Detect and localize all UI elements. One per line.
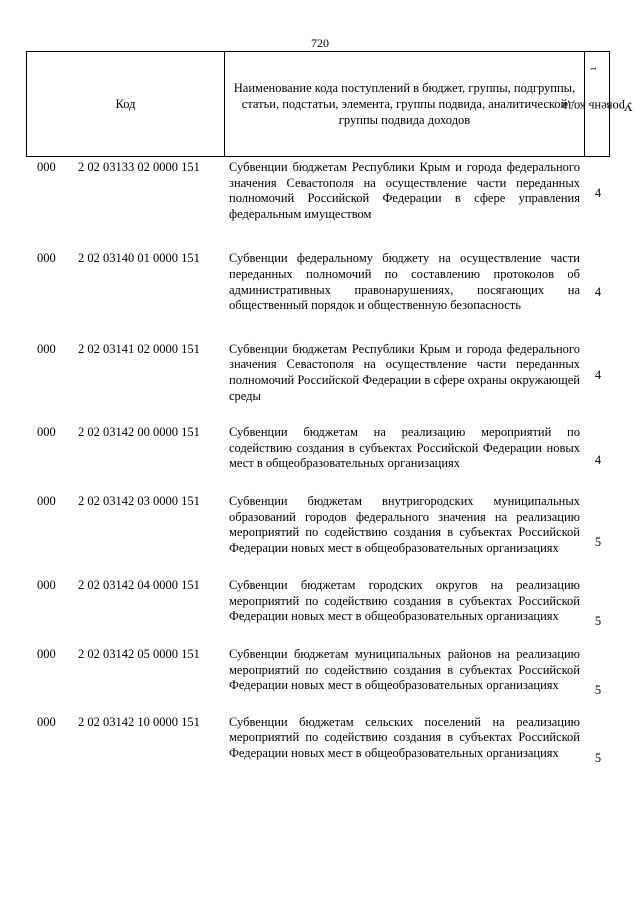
header-level-footnote: 1 (588, 66, 598, 71)
row-classification-code: 2 02 03142 10 0000 151 (78, 714, 200, 729)
row-name: Субвенции бюджетам муниципальных районов на реализацию мероприятий по содействию создания в субъектах Российской Федерации новых мест в общеобразовательных организациях (229, 647, 580, 693)
row-admin-code: 000 (37, 578, 56, 593)
header-code: Код (115, 96, 136, 111)
row-level: 5 (594, 614, 602, 629)
table-row (26, 425, 610, 472)
row-admin-code: 000 (37, 714, 56, 729)
table-row (26, 647, 610, 698)
page-number: 720 (311, 36, 329, 50)
table-row (26, 494, 610, 556)
table-row (26, 342, 610, 404)
table-body (26, 160, 610, 765)
row-level: 4 (594, 285, 602, 300)
row-admin-code: 000 (37, 425, 56, 440)
table-header (26, 51, 633, 157)
row-classification-code: 2 02 03142 00 0000 151 (78, 425, 200, 440)
row-level: 4 (594, 367, 602, 382)
row-admin-code: 000 (37, 341, 56, 356)
row-name: Субвенции бюджетам на реализацию мероприятий по содействию создания в субъектах Российской Федерации новых мест в общеобразовательных организациях (229, 425, 580, 471)
header-name: Наименование кода поступлений в бюджет, группы, подгруппы, статьи, подстатьи, элемента, группы подвида, аналитической группы подвида доходов (233, 81, 576, 127)
table-row (26, 714, 610, 765)
table-row (26, 160, 610, 222)
row-name: Субвенции бюджетам сельских поселений на реализацию мероприятий по содействию создания в субъектах Российской Федерации новых мест в общеобразовательных организациях (229, 714, 580, 761)
row-name: Субвенции бюджетам Республики Крым и города федерального значения Севастополя на осуществление части переданных полномочий Российской Федерации в сфере управления федеральным имуществом (229, 160, 580, 221)
row-name: Субвенции бюджетам городских округов на реализацию мероприятий по содействию создания в субъектах Российской Федерации новых мест в общеобразовательных организациях (229, 578, 580, 624)
row-level: 5 (594, 534, 602, 549)
table-row (26, 578, 610, 629)
row-level: 5 (594, 683, 602, 698)
row-classification-code: 2 02 03142 05 0000 151 (78, 647, 200, 662)
row-admin-code: 000 (37, 160, 56, 174)
row-level: 4 (594, 186, 602, 200)
row-name: Субвенции федеральному бюджету на осуществление части переданных полномочий по составлению протоколов об административных правонарушениях, посягающих на общественный порядок и общественную безопасность (229, 251, 580, 313)
row-classification-code: 2 02 03141 02 0000 151 (78, 341, 200, 356)
row-classification-code: 2 02 03133 02 0000 151 (78, 160, 200, 174)
row-admin-code: 000 (37, 647, 56, 662)
row-classification-code: 2 02 03140 01 0000 151 (78, 251, 200, 266)
row-classification-code: 2 02 03142 04 0000 151 (78, 578, 200, 593)
row-admin-code: 000 (37, 251, 56, 266)
row-name: Субвенции бюджетам Республики Крым и города федерального значения Севастополя на осуществление части переданных полномочий Российской Федерации в сфере охраны окружающей среды (229, 341, 580, 403)
row-admin-code: 000 (37, 493, 56, 508)
header-level (562, 52, 633, 156)
header-level-label: Уровень кода (562, 99, 633, 114)
row-level: 5 (594, 750, 602, 765)
table-row (26, 251, 610, 313)
row-name: Субвенции бюджетам внутригородских муниципальных образований городов федерального значения на реализацию мероприятий по содействию создания в субъектах Российской Федерации новых мест в общеобразовательных организациях (229, 493, 580, 555)
row-level: 4 (594, 453, 602, 468)
row-classification-code: 2 02 03142 03 0000 151 (78, 493, 200, 508)
